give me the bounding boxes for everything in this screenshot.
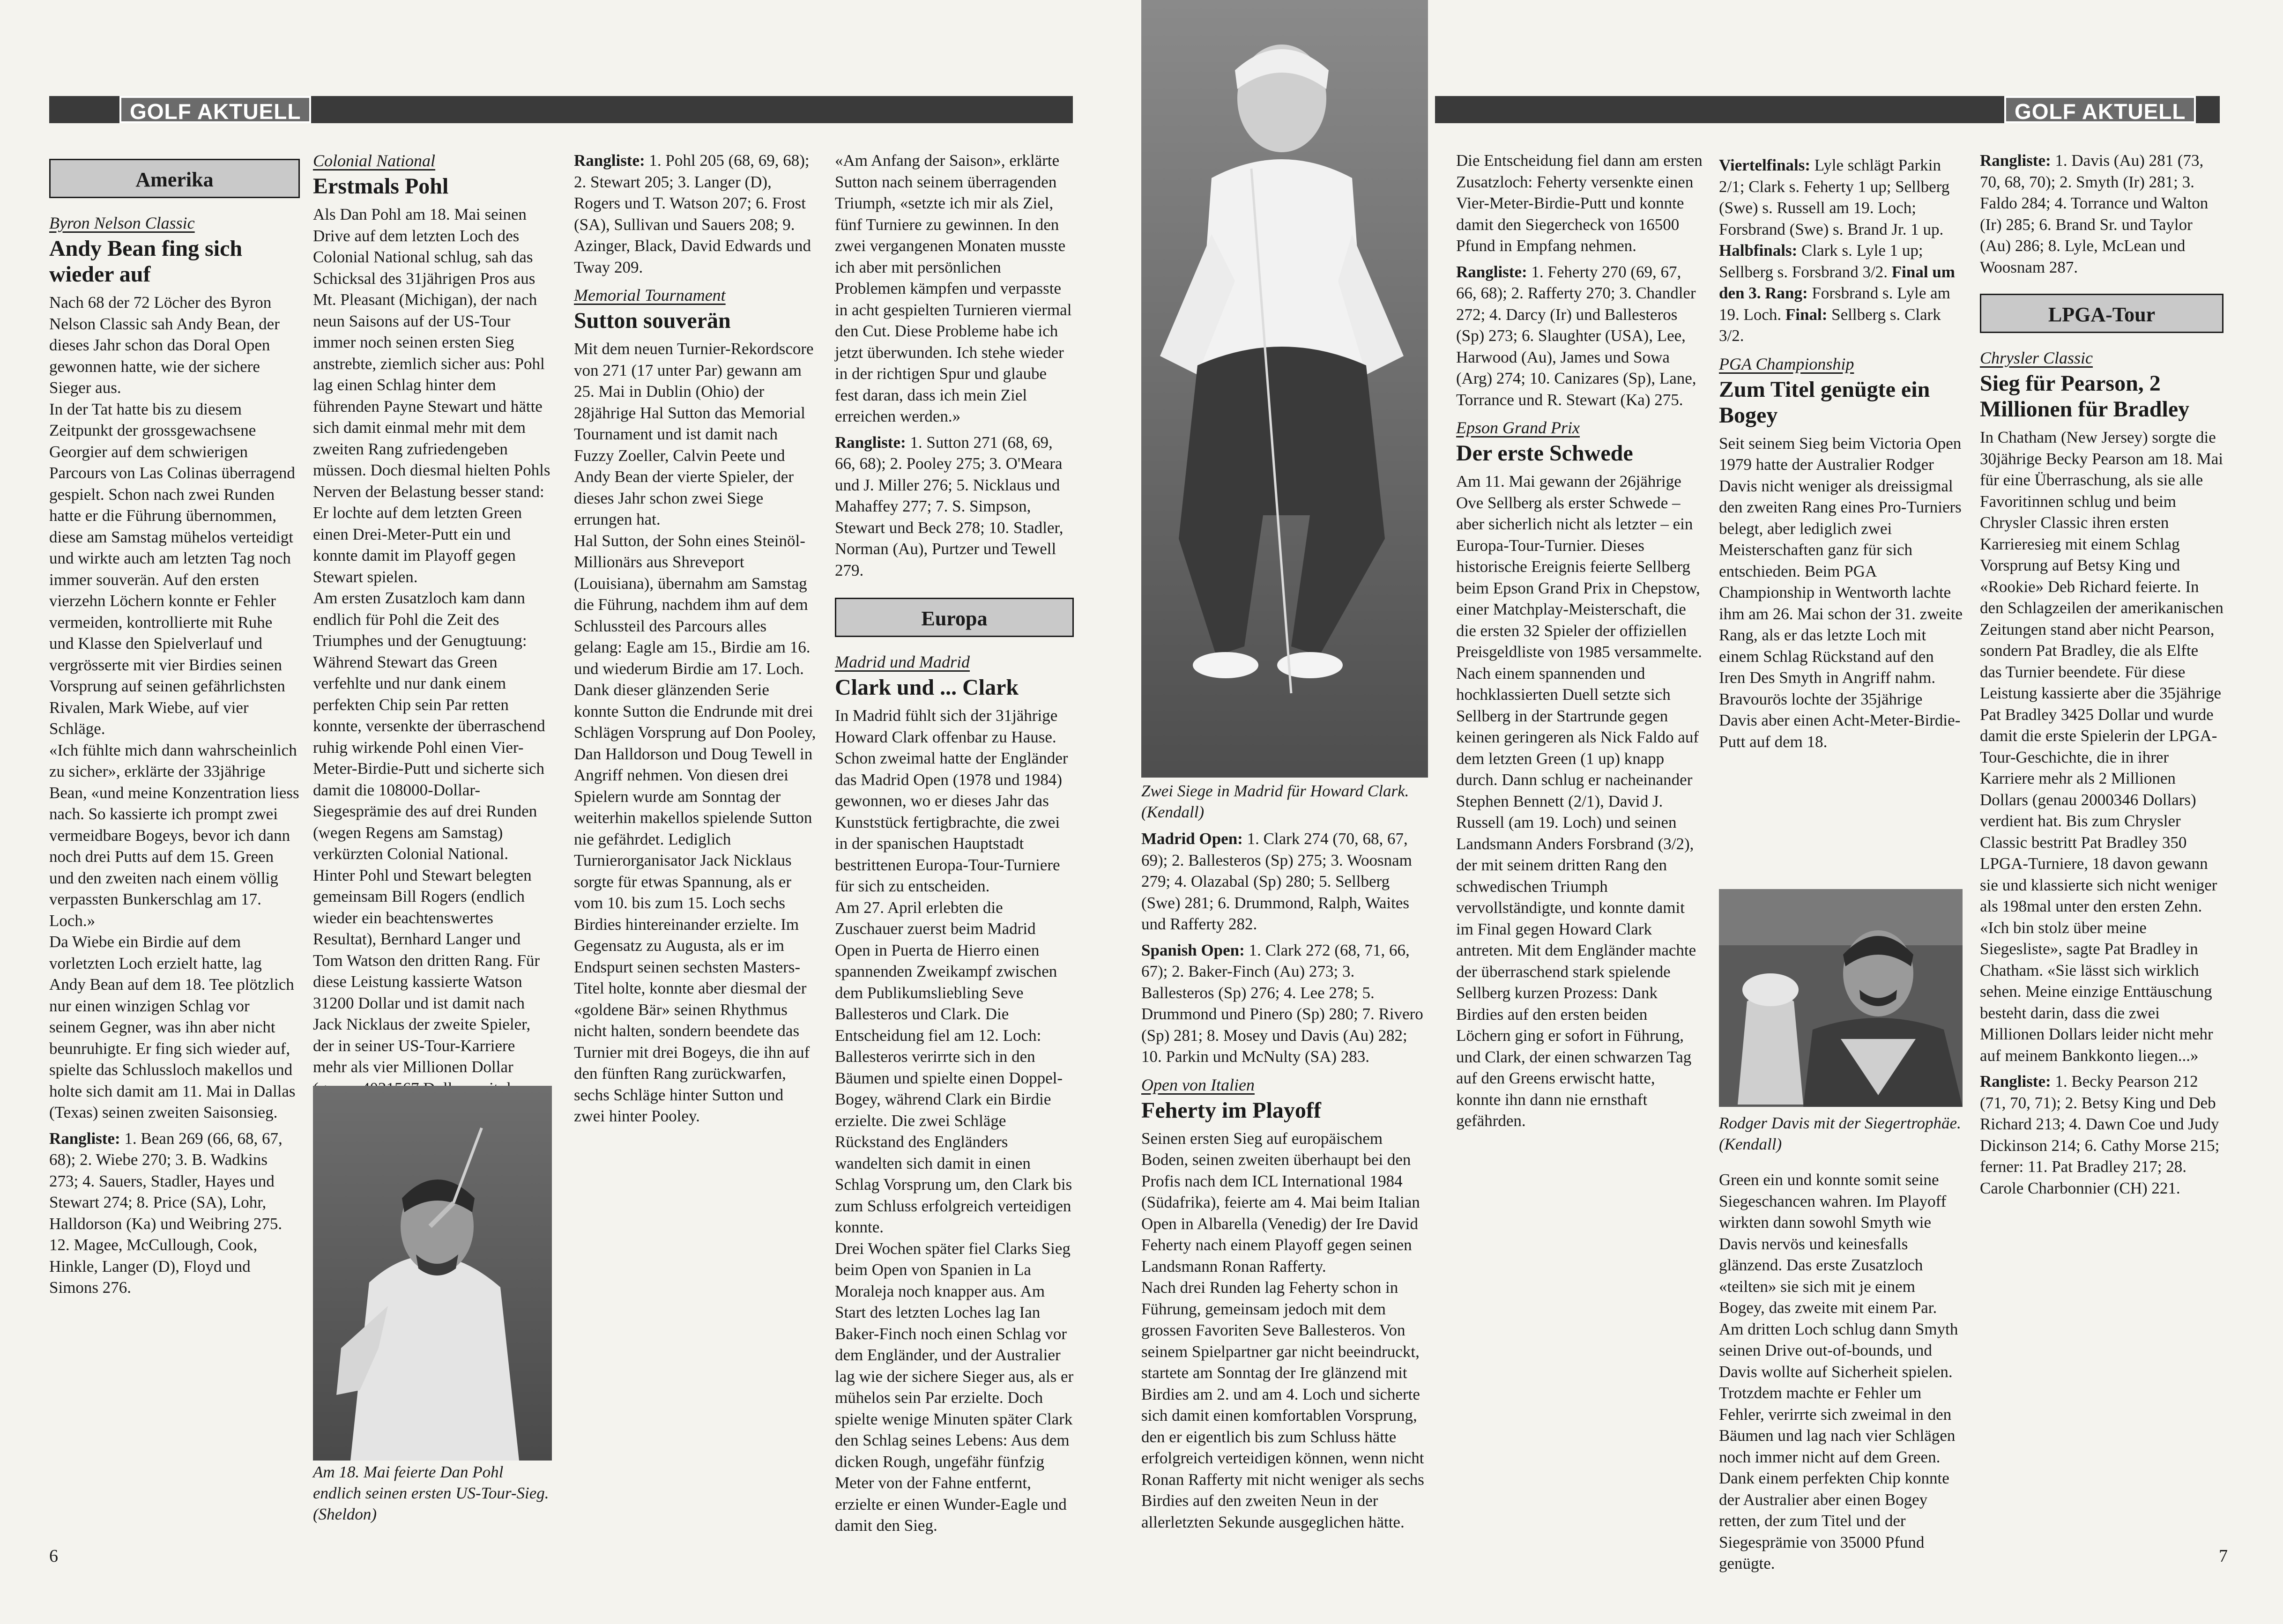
ranking-label: Rangliste: xyxy=(49,1129,120,1148)
paragraph: Am ersten Zusatzloch kam dann endlich für Pohl die Zeit des Triumphes und der Genugtuung: Während Stewart das Green verfehlte und nur dank einem perfekten Chip sein Par retten konnte, versenkte der überraschend ruhig wirkende Pohl einen Vier-Meter-Birdie-Putt und sicherte sich damit die 108000-Dollar-Siegesprämie des auf drei Runden (wegen Regens am Samstag) verkürzten Colonial National. xyxy=(313,589,545,863)
right-page xyxy=(1141,0,2283,1624)
results-label: Halbfinals: xyxy=(1719,241,1798,260)
photo-rodger-davis xyxy=(1719,889,1963,1107)
ranking-text: 1. Becky Pearson 212 (71, 70, 71); 2. Betsy King und Deb Richard 213; 4. Dawn Coe und Judy Dickinson 214; 6. Cathy Morse 215; ferner: 11. Pat Bradley 217; 28. Carole Charbonnier (CH) 221. xyxy=(1980,1072,2220,1197)
ranking-text: 1. Davis (Au) 281 (73, 70, 68, 70); 2. Smyth (Ir) 281; 3. Faldo 284; 4. Torrance und Walton (Ir) 285; 6. Brand Sr. und Taylor (Au) 286; 8. Lyle, McLean und Woosnam 287. xyxy=(1980,151,2209,276)
page-number-left: 6 xyxy=(49,1546,58,1566)
golfer-trophy-image xyxy=(1719,889,1963,1107)
headline-pga: Zum Titel genügte ein Bogey xyxy=(1719,377,1930,428)
paragraph: Als Dan Pohl am 18. Mai seinen Drive auf dem letzten Loch des Colonial National schlug, sah das Schicksal des 31jährigen Pros aus Mt. Pleasant (Michigan), der nach neun Saisons auf der US-Tour immer noch seinen ersten Sieg anstrebte, ziemlich sicher aus: Pohl lag einen Schlag hinter dem führenden Payne Stewart und hätte sich damit einmal mehr mit dem zweiten Rang zufriedengeben müssen. Doch diesmal hielten Pohls Nerven der Belastung besser stand: Er lochte auf dem letzten Green einen Drei-Meter-Putt ein und konnte damit im Playoff gegen Stewart spielen. xyxy=(313,205,550,586)
paragraph: Am 27. April erlebten die Zuschauer zuerst beim Madrid Open in Puerta de Hierro einen spannenden Zweikampf zwischen dem Publikumsliebling Seve Ballesteros und Clark. Die Entscheidung fiel am 12. Loch: Ballesteros verirrte sich in den Bäumen und spielte einen Doppel-Bogey, während Clark ein Birdie erzielte. Die zwei Schläge Rückstand des Engländers wandelten sich damit in einen Schlag Vorsprung um, den Clark bis zum Schluss erfolgreich verteidigen konnte. xyxy=(835,898,1072,1236)
ranking-chrysler xyxy=(1980,1071,2224,1199)
paragraph: «Ich fühlte mich dann wahrscheinlich zu sicher», erklärte der 33jährige Bean, «und meine Konzentration liess nach. So kassierte ich prompt zwei vermeidbare Bogeys, bevor ich dann noch drei Putts auf dem 15. Green und den zweiten nach einem völlig verpassten Bunkerschlag am 17. Loch.» xyxy=(49,741,299,930)
paragraph: Nach drei Runden lag Feherty schon in Führung, gemeinsam jedoch mit dem grossen Favoriten Seve Ballesteros. Von seinem Spielpartner gar nicht beeindruckt, startete am Sonntag der Ire glänzend mit Birdies am 2. und am 4. Loch und sicherte sich damit einen komfortablen Vorsprung, den er eigentlich bis zum Schluss hätte erfolgreich verteidigen können, wenn nicht Ronan Rafferty mit nicht weniger als sechs Birdies auf den zweiten Neun in der allerletzten Sekunde ausgeglichen hätte. xyxy=(1141,1278,1424,1531)
paragraph: Nach 68 der 72 Löcher des Byron Nelson Classic sah Andy Bean, der dieses Jahr schon das Doral Open gewonnen hatte, wie der sichere Sieger aus. xyxy=(49,293,280,397)
paragraph: Hinter Pohl und Stewart belegten gemeinsam Bill Rogers (endlich wieder ein beachtenswertes Resultat), Bernhard Langer und Tom Watson den dritten Rang. Für diese Leistung kassierte Watson 31200 Dollar und ist damit nach Jack Nicklaus der zweite Spieler, der in seiner US-Tour-Karriere mehr als vier Millionen Dollar xyxy=(313,866,540,1076)
ranking-pga xyxy=(1980,150,2224,278)
results-label: Viertelfinals: xyxy=(1719,156,1811,174)
results-label: Final: xyxy=(1785,305,1828,324)
left-page xyxy=(0,0,1141,1624)
ranking-label: Rangliste: xyxy=(574,151,645,170)
ranking-label: Rangliste: xyxy=(835,433,906,452)
paragraph: In Madrid fühlt sich der 31jährige Howard Clark offenbar zu Hause. Schon zweimal hatte der Engländer das Madrid Open (1978 und 1984) gewonnen, wo er dieses Jahr das Kunststück fertigbrachte, die zwei in der spanischen Hauptstadt bestrittenen Europa-Tour-Turniere für sich zu entscheiden. xyxy=(835,706,1068,895)
event-title-colonial: Colonial National xyxy=(313,151,436,170)
headline-italien: Feherty im Playoff xyxy=(1141,1097,1321,1123)
ranking-madrid-open xyxy=(1141,828,1428,935)
headline-memorial: Sutton souverän xyxy=(574,308,731,333)
column-6 xyxy=(1456,150,1703,1536)
ranking-italien xyxy=(1456,261,1703,411)
event-title-chrysler: Chrysler Classic xyxy=(1980,349,2093,367)
column-2 xyxy=(313,150,552,1082)
caption-clark: Zwei Siege in Madrid für Howard Clark. (Kendall) xyxy=(1141,782,1409,821)
golfer-swing-image xyxy=(313,1086,552,1461)
ranking-label: Rangliste: xyxy=(1980,151,2051,170)
paragraph: Green ein und konnte somit seine Siegeschancen wahren. Im Playoff wirkten dann sowohl Smyth wie Davis nervös und keinesfalls glänzend. Das erste Zusatzloch «teilten» sie sich mit je einem Bogey, das zweite mit einem Par. Am dritten Loch schlug dann Smyth seinen Drive out-of-bounds, und Davis wollte auf Sicherheit spielen. Trotzdem machte er Fehler um Fehler, verirrte sich zweimal in den Bäumen und lag nach vier Schlägen noch immer nicht auf dem Green. Dank einem perfekten Chip konnte der Australier aber einen Bogey retten, der zum Titel und der Siegesprämie von 35000 Pfund genügte. xyxy=(1719,1171,1958,1572)
headline-madrid: Clark und ... Clark xyxy=(835,675,1019,700)
paragraph: In Chatham (New Jersey) sorgte die 30jährige Becky Pearson am 18. Mai für eine Überraschung, als sie alle Favoritinnen schlug und beim Chrysler Classic ihren ersten Karrieresieg mit einem Schlag Vorsprung auf Betsy King und «Rookie» Deb Richard feierte. In den Schlagzeilen der amerikanischen Zeitungen stand aber nicht Pearson, sondern Pat Bradley, die als Elfte das Turnier beendete. Für diese Leistung kassierte aber die 35jährige Pat Bradley 3425 Dollar und wurde damit die erste Spielerin der LPGA-Tour-Geschichte, die in ihrer Karriere mehr als 2 Millionen Dollars (genau 2000346 Dollars) verdient hat. Bis zum Chrysler Classic bestritt Pat Bradley 350 LPGA-Turniere, 18 davon gewann sie und klassierte sich nicht weniger als 198mal unter den ersten Zehn. xyxy=(1980,428,2224,915)
header-bar-right xyxy=(1435,96,2220,123)
paragraph: Seinen ersten Sieg auf europäischem Boden, seinen zweiten überhaupt bei den Profis nach dem ICL International 1984 (Südafrika), feierte am 4. Mai beim Italian Open in Albarella (Venedig) der Ire David Feherty nach einem Playoff gegen seinen Landsmann Ronan Rafferty. xyxy=(1141,1129,1420,1275)
paragraph: «Ich bin stolz über meine Siegesliste», sagte Pat Bradley in Chatham. «Sie lässt sich wirklich sehen. Meine einzige Enttäuschung besteht darin, dass die zwei Millionen Dollars leider nicht mehr auf meinem Bankkonto liegen...» xyxy=(1980,918,2213,1065)
paragraph: Mit dem neuen Turnier-Rekordscore von 271 (17 unter Par) gewann am 25. Mai in Dublin (Ohio) der 28jährige Hal Sutton das Memorial Tournament und ist damit nach Fuzzy Zoeller, Calvin Peete und Andy Bean der vierte Spieler, der dieses Jahr schon zwei Siege errungen hat. xyxy=(574,340,814,528)
headline-epson: Der erste Schwede xyxy=(1456,441,1633,466)
event-title-byron: Byron Nelson Classic xyxy=(49,214,195,232)
ranking-memorial xyxy=(835,432,1074,581)
event-title-italien: Open von Italien xyxy=(1141,1075,1255,1094)
ranking-text: 1. Feherty 270 (69, 67, 66, 68); 2. Rafferty 270; 3. Chandler 272; 4. Darcy (Ir) und Ballesteros (Sp) 273; 6. Slaughter (USA), Lee, Harwood (Au), James und Sowa (Arg) 274; 10. Canizares (Sp), Lane, Torrance und R. Stewart (Ka) 275. xyxy=(1456,262,1696,409)
ranking-label: Madrid Open: xyxy=(1141,830,1243,848)
ranking-label: Rangliste: xyxy=(1456,262,1527,281)
paragraph: Da Wiebe ein Birdie auf dem vorletzten Loch erzielt hatte, lag Andy Bean auf dem 18. Tee plötzlich nur einen winzigen Schlag vor seinem Gegner, was ihn aber nicht beunruhigte. Er fing sich wieder auf, spielte das Schlussloch makellos und holte sich damit am 11. Mai in Dallas (Texas) seinen zweiten Saisonsieg. xyxy=(49,933,296,1121)
caption-pohl: Am 18. Mai feierte Dan Pohl endlich seinen ersten US-Tour-Sieg. (Sheldon) xyxy=(313,1463,549,1523)
ranking-text: 1. Clark 274 (70, 68, 67, 69); 2. Ballesteros (Sp) 275; 3. Woosnam 279; 4. Olazabal (Sp) 280; 5. Sellberg (Swe) 281; 6. Drummond, Ralph, Waites und Rafferty 282. xyxy=(1141,830,1412,933)
results-text: Lyle schlägt Parkin 2/1; Clark s. Feherty 1 up; Sellberg (Swe) s. Russell am 19. Loch; Forsbrand (Swe) s. Brand Jr. 1 up. xyxy=(1719,156,1950,238)
region-box-amerika: Amerika xyxy=(49,159,300,198)
results-text: Clark s. Lyle 1 up; Sellberg s. Forsbrand 3/2. xyxy=(1719,241,1923,281)
column-7-continued xyxy=(1719,1169,1963,1572)
caption-davis: Rodger Davis mit der Siegertrophäe. (Kendall) xyxy=(1719,1114,1961,1153)
paragraph: Die Entscheidung fiel dann am ersten Zusatzloch: Feherty versenkte einen Vier-Meter-Birdie-Putt und konnte damit den Siegercheck von 16500 Pfund in Empfang nehmen. xyxy=(1456,151,1703,255)
event-title-epson: Epson Grand Prix xyxy=(1456,418,1580,437)
headline-chrysler: Sieg für Pearson, 2 Millionen für Bradley xyxy=(1980,371,2190,422)
paragraph: «Am Anfang der Saison», erklärte Sutton nach seinem überragenden Triumph, «setzte ich mir als Ziel, fünf Turniere zu gewinnen. In den zwei vergangenen Monaten musste ich aber mit persönlichen Problemen kämpfen und verpasste in acht gespielten Turnieren viermal den Cut. Diese Probleme habe ich jetzt überwunden. Ich stehe wieder in der richtigen Spur und glaube fest daran, dass ich mein Ziel erreichen werden.» xyxy=(835,151,1072,425)
column-8 xyxy=(1980,150,2224,1536)
photo-dan-pohl xyxy=(313,1086,552,1461)
ranking-label: Rangliste: xyxy=(1980,1072,2051,1090)
paragraph: Drei Wochen später fiel Clarks Sieg beim Open von Spanien in La Moraleja noch knapper aus. Am Start des letzten Loches lag Ian Baker-Finch noch einen Schlag vor dem Engländer, und der Australier lag wie der sichere Sieger aus, als er mühelos sein Par erzielte. Doch spielte wenige Minuten später Clark den Schlag seines Lebens: Aus dem dicken Rough, ungefähr fünfzig Meter von der Fahne entfernt, erzielte er einen Wunder-Eagle und damit den Sieg. xyxy=(835,1239,1074,1535)
paragraph: Seit seinem Sieg beim Victoria Open 1979 hatte der Australier Rodger Davis nicht weniger als dreissigmal den zweiten Rang eines Pro-Turniers belegt, aber lediglich zwei Meisterschaften ganz für sich entschieden. Beim PGA Championship in Wentworth lachte ihm am 26. Mai schon der 31. zweite Rang, als er das letzte Loch mit einem Schlag Rückstand auf den Iren Des Smyth in Angriff nahm. Bravourös lochte der 35jährige Davis aber einen Acht-Meter-Birdie-Putt auf dem 18. xyxy=(1719,434,1963,751)
event-title-madrid: Madrid und Madrid xyxy=(835,653,970,671)
results-text: Sellberg s. Clark 3/2. xyxy=(1719,305,1941,345)
ranking-spanish-open xyxy=(1141,940,1428,1068)
results-label: Final um den 3. Rang: xyxy=(1719,262,1955,302)
event-title-pga: PGA Championship xyxy=(1719,354,1854,373)
region-box-lpga: LPGA-Tour xyxy=(1980,294,2224,333)
results-text: Forsbrand s. Lyle am 19. Loch. xyxy=(1719,284,1950,324)
ranking-text: 1. Sutton 271 (68, 69, 66, 68); 2. Pooley 275; 3. O'Meara und J. Miller 276; 5. Nicklaus und Mahaffey 277; 7. S. Simpson, Stewart und Beck 278; 10. Stadler, Norman (Au), Purtzer und Tewell 279. xyxy=(835,433,1063,579)
ranking-label: Spanish Open: xyxy=(1141,941,1245,959)
paragraph: In der Tat hatte bis zu diesem Zeitpunkt der grossgewachsene Georgier auf dem schwierigen Parcours von Las Colinas überragend gespielt. Schon nach zwei Runden hatte er die Führung übernommen, diese am Samstag mühelos verteidigt und wirkte auch am letzten Tag noch immer souverän. Auf den ersten vierzehn Löchern konnte er Fehler vermeiden, kontrollierte mit Ruhe und Klasse den Spielverlauf und vergrösserte mit vier Birdies seinen Vorsprung auf seinen gefährlichsten Rivalen, Mark Wiebe, auf vier Schläge. xyxy=(49,400,295,738)
ranking-text: 1. Bean 269 (66, 68, 67, 68); 2. Wiebe 270; 3. B. Wadkins 273; 4. Sauers, Stadler, Hayes und Stewart 274; 8. Price (SA), Lohr, Halldorson (Ka) und Weibring 275. 12. Magee, McCullough, Cook, Hinkle, Langer (D), Floyd und Simons 276. xyxy=(49,1129,283,1297)
column-5 xyxy=(1141,823,1428,1535)
paragraph: Nach einem spannenden und hochklassierten Duell setzte sich Sellberg in der Startrunde gegen keinen geringeren als Nick Faldo auf dem letzten Green (1 up) knapp durch. Dann schlug er nacheinander Stephen Bennett (2/1), David J. Russell (am 19. Loch) und seinen Landsmann Anders Forsbrand (3/2), der mit seinem dritten Rang den schwedischen Triumph vervollständigte, und konnte damit im Final gegen Howard Clark antreten. Mit dem Engländer machte der überraschend stark spielende Sellberg kurzen Prozess: Dank Birdies auf den ersten beiden Löchern ging er sofort in Führung, und Clark, der einen schwarzen Tag auf den Greens erwischt hatte, konnte ihn dann nie ernsthaft gefährden. xyxy=(1456,664,1699,1130)
column-3 xyxy=(574,150,818,1536)
ranking-byron xyxy=(49,1128,300,1298)
region-box-europa: Europa xyxy=(835,598,1074,637)
paragraph: Am 11. Mai gewann der 26jährige Ove Sellberg als erster Schwede – aber sicherlich nicht als letzter – ein Europa-Tour-Turnier. Dieses historische Ereignis feierte Sellberg beim Epson Grand Prix in Chepstow, einer Matchplay-Meisterschaft, die die ersten 32 Spieler der offiziellen Preisgeldliste von 1985 versammelte. xyxy=(1456,472,1702,661)
headline-colonial: Erstmals Pohl xyxy=(313,174,449,199)
event-title-memorial: Memorial Tournament xyxy=(574,286,726,304)
column-1 xyxy=(49,156,300,1533)
section-label-left: GOLF AKTUELL xyxy=(119,96,311,123)
headline-byron: Andy Bean fing sich wieder auf xyxy=(49,236,243,287)
column-4 xyxy=(835,150,1074,1536)
epson-results xyxy=(1719,155,1963,347)
section-label-right: GOLF AKTUELL xyxy=(2004,96,2196,123)
header-bar-left xyxy=(49,96,1073,123)
column-7 xyxy=(1719,150,1963,871)
ranking-text: 1. Pohl 205 (68, 69, 68); 2. Stewart 205; 3. Langer (D), Rogers und T. Watson 207; 6. Frost (SA), Sullivan und Sauers 208; 9. Azinger, Black, David Edwards und Tway 209. xyxy=(574,151,811,276)
ranking-text: 1. Clark 272 (68, 71, 66, 67); 2. Baker-Finch (Au) 273; 3. Ballesteros (Sp) 276; 4. Lee 278; 5. Drummond und Pinero (Sp) 280; 7. Rivero (Sp) 281; 8. Mosey und Davis (Au) 282; 10. Parkin und McNulty (SA) 283. xyxy=(1141,941,1423,1066)
photo-howard-clark xyxy=(1141,0,1428,778)
ranking-colonial xyxy=(574,150,818,278)
page-number-right: 7 xyxy=(2219,1546,2228,1566)
golfer-crouching-image xyxy=(1141,0,1428,778)
paragraph: Hal Sutton, der Sohn eines Steinöl-Millionärs aus Shreveport (Louisiana), übernahm am Samstag die Führung, nachdem ihm auf dem Schlussteil des Parcours alles gelang: Eagle am 15., Birdie am 16. und wiederum Birdie am 17. Loch. Dank dieser glänzenden Serie konnte Sutton die Endrunde mit drei Schlägen Vorsprung auf Don Pooley, Dan Halldorson und Doug Tewell in Angriff nehmen. Von diesen drei Spielern wurde am Sonntag der weiterhin makellos spielende Sutton nie gefährdet. Lediglich Turnierorganisator Jack Nicklaus sorgte für etwas Spannung, als er vom 10. bis zum 15. Loch sechs Birdies hintereinander erzielte. Im Gegensatz zu Augusta, als er im Endspurt seinen sechsten Masters-Titel holte, konnte aber diesmal der «goldene Bär» seinen Rhythmus nicht halten, sondern beendete das Turnier mit drei Bogeys, die ihn auf den fünften Rang zurückwarfen, sechs Schläge hinter Sutton und zwei hinter Pooley. xyxy=(574,531,816,1125)
